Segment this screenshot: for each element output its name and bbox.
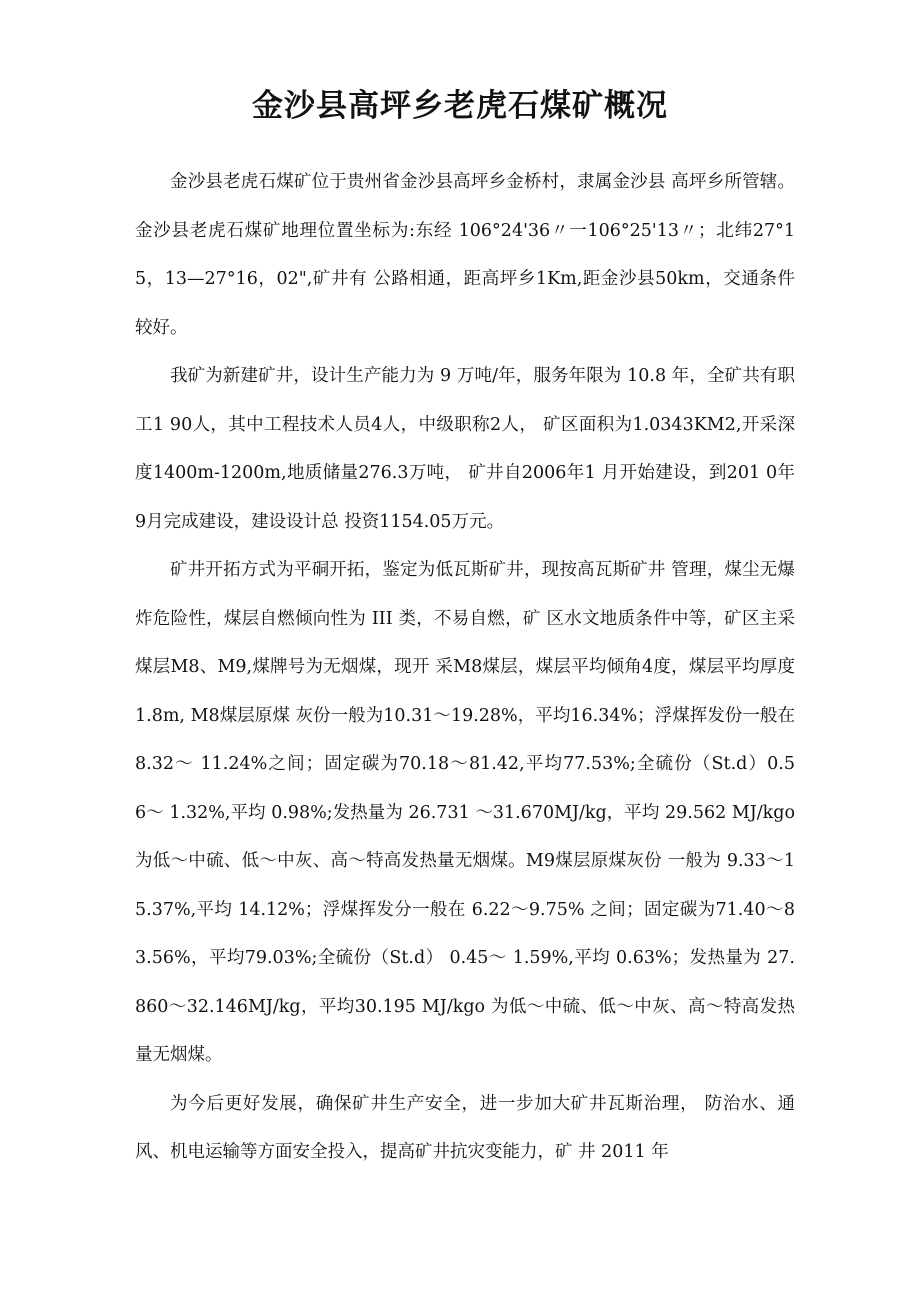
paragraph-geology: 矿井开拓方式为平硐开拓，鉴定为低瓦斯矿井，现按高瓦斯矿井 管理，煤尘无爆炸危险性，煤层自燃倾向性为 III 类，不易自燃，矿 区水文地质条件中等，矿区主采煤层M8、M9,煤牌号为无烟煤，现开 采M8煤层，煤层平均倾角4度，煤层平均厚度1.8m, M8煤层原煤 灰份一般为10.31〜19.28%，平均16.34%；浮煤挥发份一般在8.32〜 11.24%之间；固定碳为70.18〜81.42,平均77.53%;全硫份（St.d）0.56〜 1.32%,平均 0.98%;发热量为 26.731 〜31.670MJ/kg，平均 29.562 MJ/kgo 为低〜中硫、低〜中灰、高〜特高发热量无烟煤。M9煤层原煤灰份 一般为 9.33〜15.37%,平均 14.12%；浮煤挥发分一般在 6.22〜9.75% 之间；固定碳为71.40〜83.56%，平均79.03%;全硫份（St.d） 0.45〜 1.59%,平均 0.63%；发热量为 27.860〜32.146MJ/kg，平均30.195 MJ/kgo 为低〜中硫、低〜中灰、高〜特高发热量无烟煤。 — [135, 560, 795, 1065]
paragraph-capacity: 我矿为新建矿井，设计生产能力为 9 万吨/年，服务年限为 10.8 年，全矿共有职工1 90人，其中工程技术人员4人，中级职称2人， 矿区面积为1.0343KM2,开采深度1400m-1200m,地质储量276.3万吨， 矿井自2006年1 月开始建设，到201 0年9月完成建设，建设设计总 投资1154.05万元。 — [135, 366, 795, 532]
document-body — [135, 158, 795, 1177]
paragraph-location: 金沙县老虎石煤矿位于贵州省金沙县高坪乡金桥村，隶属金沙县 高坪乡所管辖。金沙县老虎石煤矿地理位置坐标为:东经 106°24'36〃一106°25'13〃；北纬27°15，13—27°16，02",矿井有 公路相通，距高坪乡1Km,距金沙县50km，交通条件较好。 — [135, 172, 795, 338]
paragraph-safety: 为今后更好发展，确保矿井生产安全，进一步加大矿井瓦斯治理， 防治水、通风、机电运输等方面安全投入，提高矿井抗灾变能力，矿 井 2011 年 — [135, 1093, 795, 1162]
document-title: 金沙县高坪乡老虎石煤矿概况 — [252, 88, 668, 124]
